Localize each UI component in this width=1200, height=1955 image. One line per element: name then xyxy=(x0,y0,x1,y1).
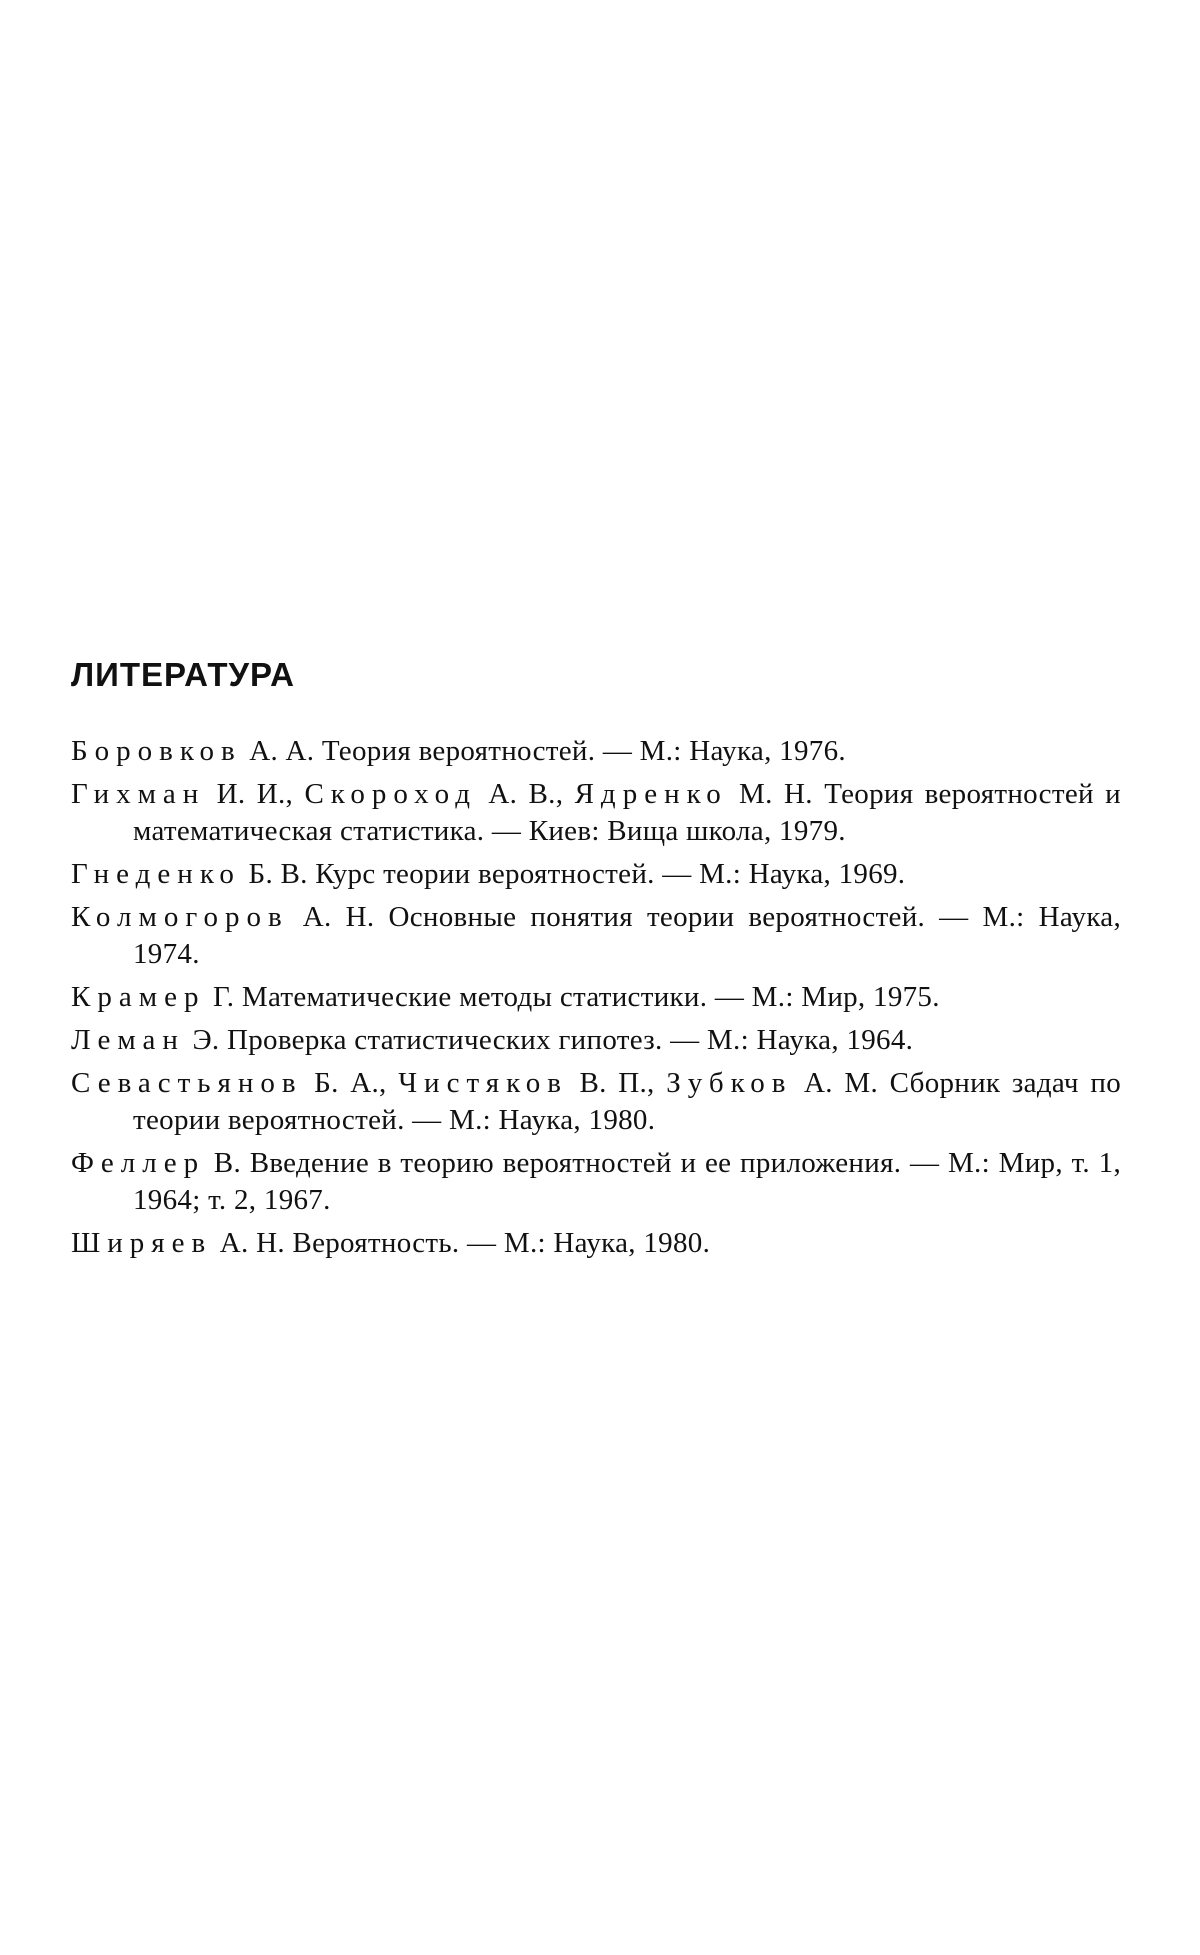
reference-entry xyxy=(71,1225,1121,1262)
author-surname: Феллер xyxy=(71,1147,206,1179)
document-page xyxy=(71,655,1121,1268)
reference-entry xyxy=(71,776,1121,850)
reference-entry xyxy=(71,733,1121,770)
reference-text: В. П., xyxy=(567,1067,667,1099)
author-surname: Крамер xyxy=(71,981,206,1013)
author-surname: Зубков xyxy=(666,1067,793,1099)
author-surname: Севастьянов xyxy=(71,1067,303,1099)
reference-text: В. Введение в теорию вероятностей и ее приложения. — М.: Мир, т. 1, 1964; т. 2, 1967. xyxy=(133,1147,1121,1216)
reference-text: А. В., xyxy=(477,778,575,810)
author-surname: Ядренко xyxy=(574,778,728,810)
reference-text: Э. Проверка статистических гипотез. — М.: Наука, 1964. xyxy=(184,1024,914,1056)
reference-entry xyxy=(71,1065,1121,1139)
reference-entry xyxy=(71,1145,1121,1219)
author-surname: Чистяков xyxy=(398,1067,568,1099)
reference-text: А. Н. Вероятность. — М.: Наука, 1980. xyxy=(212,1227,711,1259)
reference-text: И. И., xyxy=(205,778,305,810)
author-surname: Скороход xyxy=(304,778,477,810)
author-surname: Ширяев xyxy=(71,1227,213,1259)
author-surname: Колмогоров xyxy=(71,901,289,933)
reference-text: А. Н. Основные понятия теории вероятностей. — М.: Наука, 1974. xyxy=(133,901,1121,970)
author-surname: Боровков xyxy=(71,735,242,767)
reference-text: А. А. Теория вероятностей. — М.: Наука, 1976. xyxy=(241,735,846,767)
author-surname: Гнеденко xyxy=(71,858,241,890)
author-surname: Гихман xyxy=(71,778,206,810)
page-title: ЛИТЕРАТУРА xyxy=(71,656,295,693)
reference-list xyxy=(71,733,1121,1262)
reference-entry xyxy=(71,1022,1121,1059)
reference-entry xyxy=(71,899,1121,973)
reference-text: М. Н. Теория вероятностей и математическая статистика. — Киев: Вища школа, 1979. xyxy=(133,778,1121,847)
reference-text: Г. Математические методы статистики. — М.: Мир, 1975. xyxy=(205,981,940,1013)
author-surname: Леман xyxy=(71,1024,185,1056)
reference-entry xyxy=(71,979,1121,1016)
reference-text: Б. В. Курс теории вероятностей. — М.: Наука, 1969. xyxy=(240,858,906,890)
reference-text: А. М. Сборник задач по теории вероятностей. — М.: Наука, 1980. xyxy=(133,1067,1122,1136)
reference-entry xyxy=(71,856,1121,893)
reference-text: Б. А., xyxy=(302,1067,399,1099)
